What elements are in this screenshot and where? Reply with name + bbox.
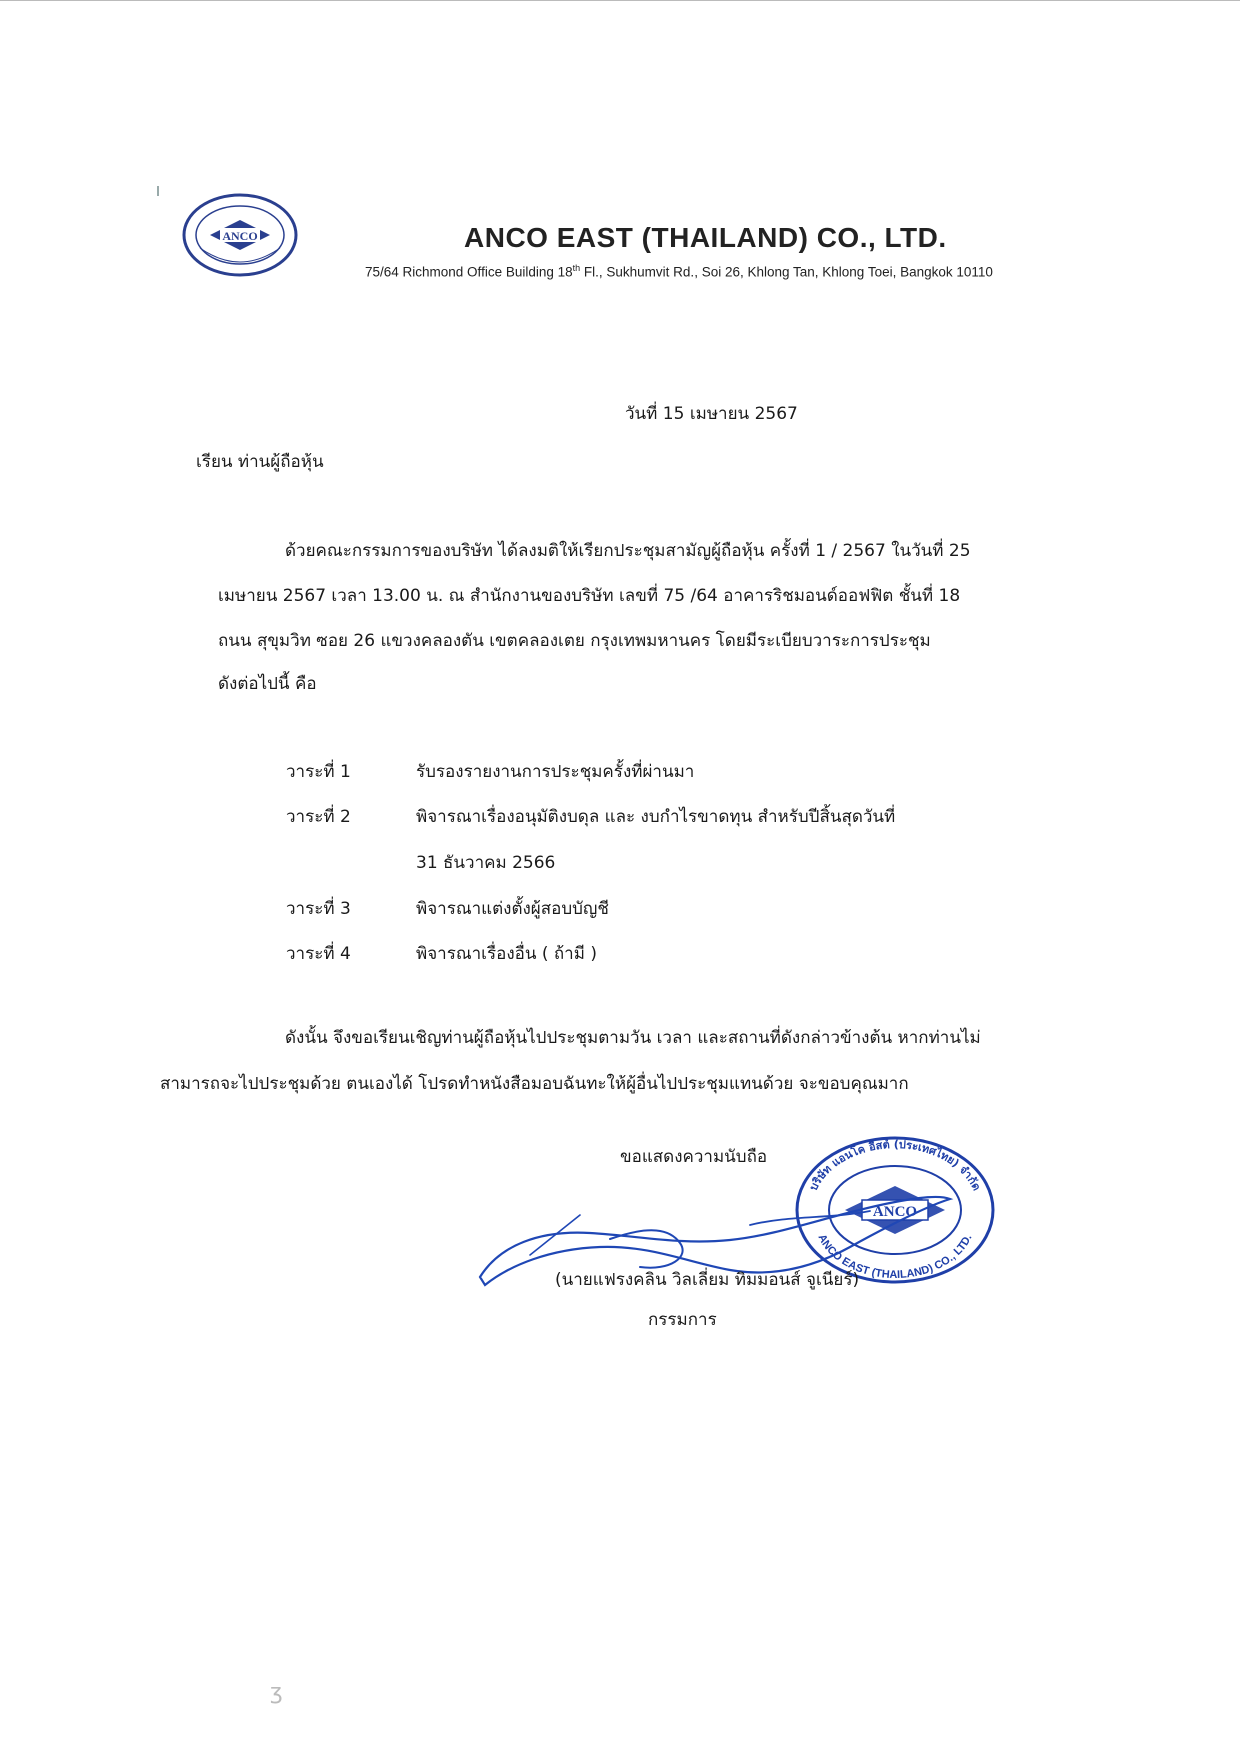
closing-line-2: สามารถจะไปประชุมด้วย ตนเองได้ โปรดทำหนังสือมอบฉันทะให้ผู้อื่นไปประชุมแทนด้วย จะขอบคุณมาก [160, 1074, 909, 1094]
stamp-top-text: บริษัท แอนโค อีสต์ (ประเทศไทย) จำกัด [806, 1137, 984, 1193]
closing-line-1: ดังนั้น จึงขอเรียนเชิญท่านผู้ถือหุ้นไปประชุมตามวัน เวลา และสถานที่ดังกล่าวข้างต้น หากท่านไม่ [285, 1028, 981, 1048]
sign-off: ขอแสดงความนับถือ [620, 1147, 768, 1167]
letter-date: วันที่ 15 เมษายน 2567 [625, 404, 798, 424]
signer-name: (นายแฟรงคลิน วิลเลี่ยม ทิมมอนส์ จูเนียร์) [555, 1270, 860, 1290]
scan-top-edge [0, 0, 1240, 1]
svg-text:ANCO: ANCO [222, 229, 258, 243]
body-line-1: ด้วยคณะกรรมการของบริษัท ได้ลงมติให้เรียกประชุมสามัญผู้ถือหุ้น ครั้งที่ 1 / 2567 ในวันที่ 25 [285, 541, 971, 561]
agenda-label-2: วาระที่ 2 [286, 807, 351, 827]
stamp-badge-text: ANCO [872, 1204, 918, 1220]
body-line-2: เมษายน 2567 เวลา 13.00 น. ณ สำนักงานของบริษัท เลขที่ 75 /64 อาคารริชมอนด์ออฟฟิต ชั้นที่ 18 [218, 586, 961, 606]
stamp-bottom-text: ANCO EAST (THAILAND) CO., LTD. [815, 1232, 975, 1282]
body-line-3: ถนน สุขุมวิท ซอย 26 แขวงคลองตัน เขตคลองเตย กรุงเทพมหานคร โดยมีระเบียบวาระการประชุม [218, 631, 931, 651]
scan-mark [157, 186, 159, 196]
agenda-text-4: พิจารณาเรื่องอื่น ( ถ้ามี ) [416, 944, 597, 964]
agenda-label-3: วาระที่ 3 [286, 899, 351, 919]
agenda-text-3: พิจารณาแต่งตั้งผู้สอบบัญชี [416, 899, 609, 919]
signer-title: กรรมการ [648, 1310, 717, 1330]
agenda-label-1: วาระที่ 1 [286, 762, 351, 782]
agenda-text-2-continued: 31 ธันวาคม 2566 [416, 853, 556, 873]
company-name: ANCO EAST (THAILAND) CO., LTD. [464, 222, 947, 253]
body-line-4: ดังต่อไปนี้ คือ [218, 674, 317, 694]
company-address: 75/64 Richmond Office Building 18th Fl., Sukhumvit Rd., Soi 26, Khlong Tan, Khlong Toei, Bangkok 10110 [365, 263, 993, 280]
scan-mark-bottom: ʒ [270, 1680, 283, 1705]
agenda-label-4: วาระที่ 4 [286, 944, 351, 964]
salutation: เรียน ท่านผู้ถือหุ้น [196, 452, 324, 472]
agenda-text-2: พิจารณาเรื่องอนุมัติงบดุล และ งบกำไรขาดทุน สำหรับปีสิ้นสุดวันที่ [416, 807, 896, 827]
agenda-text-1: รับรองรายงานการประชุมครั้งที่ผ่านมา [416, 762, 695, 782]
anco-logo-icon [180, 190, 300, 280]
